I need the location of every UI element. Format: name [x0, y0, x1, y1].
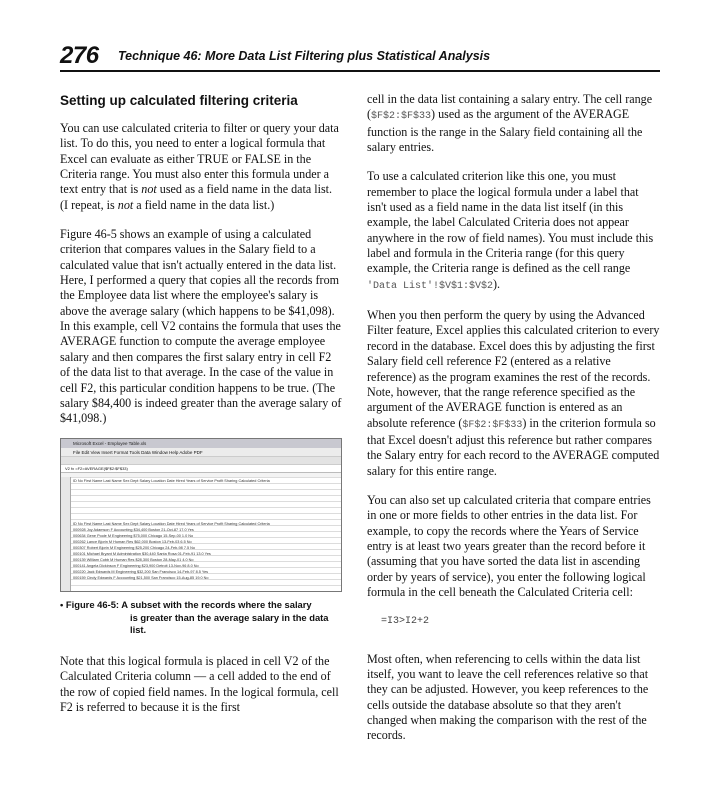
page-number: 276 [60, 42, 99, 69]
right-paragraph-2: To use a calculated criterion like this one, you must remember to place the logical formula under a label that isn't used as a field name in the data list itself (in this example, the label Calculated Criteria does not appear anywhere in the row of field names). You must include this label and formula in the Criteria range (for this query example, the Criteria range is defined as the cell range 'Data List'!$V$1:$V$2). [367, 169, 654, 292]
figure-header-row: ID No First Name Last Name Sex Dept Salary Location Date Hired Years of Service Profit Sharing Calculated Criteria [73, 479, 270, 483]
inline-code: $F$2:$F$33 [371, 111, 432, 123]
figure-worksheet-grid [61, 477, 342, 592]
figure-data-row: 000159 Cindy Edwards F Accounting $21,500 San Francisco 15-Aug-85 19.0 No [73, 576, 209, 580]
figure-data-row: 000928 Joy Adamson F Accounting $34,400 Boston 21-Oct-87 17.0 Yes [73, 528, 194, 532]
inline-code: 'Data List'!$V$1:$V$2 [367, 280, 494, 292]
figure-label: • Figure 46-5: [60, 599, 120, 610]
left-paragraph-2: Figure 46-5 shows an example of using a calculated criterion that compares values in the Salary field to a calculated value that isn't actually entered in the data list. Here, I performed a query that copies all the records from the Employee data list where the employee's salary is above the average salary (which happens to be $41,098). In this example, cell V2 contains the formula that uses the AVERAGE function to compute the average employee salary and then compares the first salary entry in cell F2 of the data list to that average. In the case of the value in cell F2, this particular condition happens to be true. (The salary $84,400 is indeed greater than the average salary of $41,098.) [60, 227, 342, 426]
figure-data-row: 000220 Jack Edwards M Engineering $32,200 San Francisco 14-Feb-97 8.5 Yes [73, 570, 209, 574]
figure-data-row: 000262 Lance Bjorin M Human Res $62,000 Boston 13-Feb-03 6.5 No [73, 540, 192, 544]
left-column [60, 92, 342, 441]
figure-title-bar: Microsoft Excel - Employee Table.xls [61, 439, 341, 448]
right-paragraph-4: You can also set up calculated criteria that compare entries in one or more fields to other entries in the data list. For example, to copy the records where the Years of Service entry is at least two years greater than the record before it (assuming that you have sorted the data list in ascending order by years of service), you enter the following logical formula in the cell beneath the Calculated Criteria cell: [367, 492, 651, 599]
right-paragraph-5: Most often, when referencing to cells within the data list itself, you want to leave the cell references relative so that they can be adjusted. However, you keep references to the cells outside the database absolute so that they aren't changed when making the comparison with the rest of the records. [367, 651, 649, 743]
figure-data-row: 000634 Gene Poole M Engineering $75,000 Chicago 15-Sep-00 1.0 No [73, 534, 194, 538]
left-paragraph-1: You can use calculated criteria to filter or query your data list. To do this, you need to enter a logical formula that Excel can evaluate as either TRUE or FALSE in the Criteria range. You must also enter this formula under a text entry that is not used as a field name in the data list. (I repeat, is not a field name in the data list.) [60, 121, 339, 212]
figure-menu-bar: File Edit View Insert Format Tools Data Window Help Adobe PDF [61, 448, 341, 457]
right-paragraph-3: When you then perform the query by using the Advanced Filter feature, Excel applies this calculated criterion to every record in the database. Excel does this by adjusting the first Salary field cell reference F2 (entered as a relative reference) as the program examines the rest of the records. Note, however, that the range reference specified as the argument of the AVERAGE function is entered as an absolute reference ($F$2:$F$33) in the criterion formula so that Excel doesn't adjust this reference but rather compares the Salary entry for each record to the AVERAGE computed salary for this entire range. [367, 308, 660, 478]
figure-data-row: 000307 Robert Bjorin M Engineering $25,200 Chicago 24-Feb-98 7.5 No [73, 546, 196, 550]
figure-caption: • Figure 46-5: A subset with the records where the salary is greater than the average salary in the data list. [60, 599, 329, 635]
running-head: Technique 46: More Data List Filtering plus Statistical Analysis [118, 49, 491, 63]
figure-toolbar [61, 457, 341, 465]
section-title: Setting up calculated filtering criteria [60, 93, 298, 108]
figure-header-row-copy: ID No First Name Last Name Sex Dept Salary Location Date Hired Years of Service Profit Sharing Calculated Criteria [73, 522, 270, 526]
page-header [60, 42, 660, 68]
header-rule [60, 70, 660, 72]
figure-data-row: 000101 Michael Bryant M Administration $30,440 Santa Rosa 01-Feb-91 13.0 Yes [73, 552, 211, 556]
figure-excel-screenshot [60, 438, 342, 592]
figure-row-headers [61, 477, 71, 592]
left-column-bottom [60, 654, 342, 729]
figure-data-row: 000139 William Cobb M Human Res $28,300 Boston 28-May-01 4.0 No [73, 558, 194, 562]
right-paragraph-1: cell in the data list containing a salary entry. The cell range ($F$2:$F$33) used as the argument of the AVERAGE function is the range in the Salary field containing all the salary entries. [367, 92, 653, 155]
left-paragraph-3: Note that this logical formula is placed in cell V2 of the Calculated Criteria column — a cell added to the end of the row of copied field names. In the logical formula, cell F2 is referred to because it is the first [60, 654, 339, 715]
inline-code: $F$2:$F$33 [462, 419, 523, 431]
figure-formula-bar: V2 fx =F2>AVERAGE($F$2:$F$33) [61, 465, 341, 473]
figure-data-row: 000141 Angela Dickinson F Engineering $23,900 Detroit 13-Nov-96 8.0 No [73, 564, 199, 568]
right-column [367, 92, 661, 758]
formula-example: =I3>I2+2 [381, 616, 430, 628]
